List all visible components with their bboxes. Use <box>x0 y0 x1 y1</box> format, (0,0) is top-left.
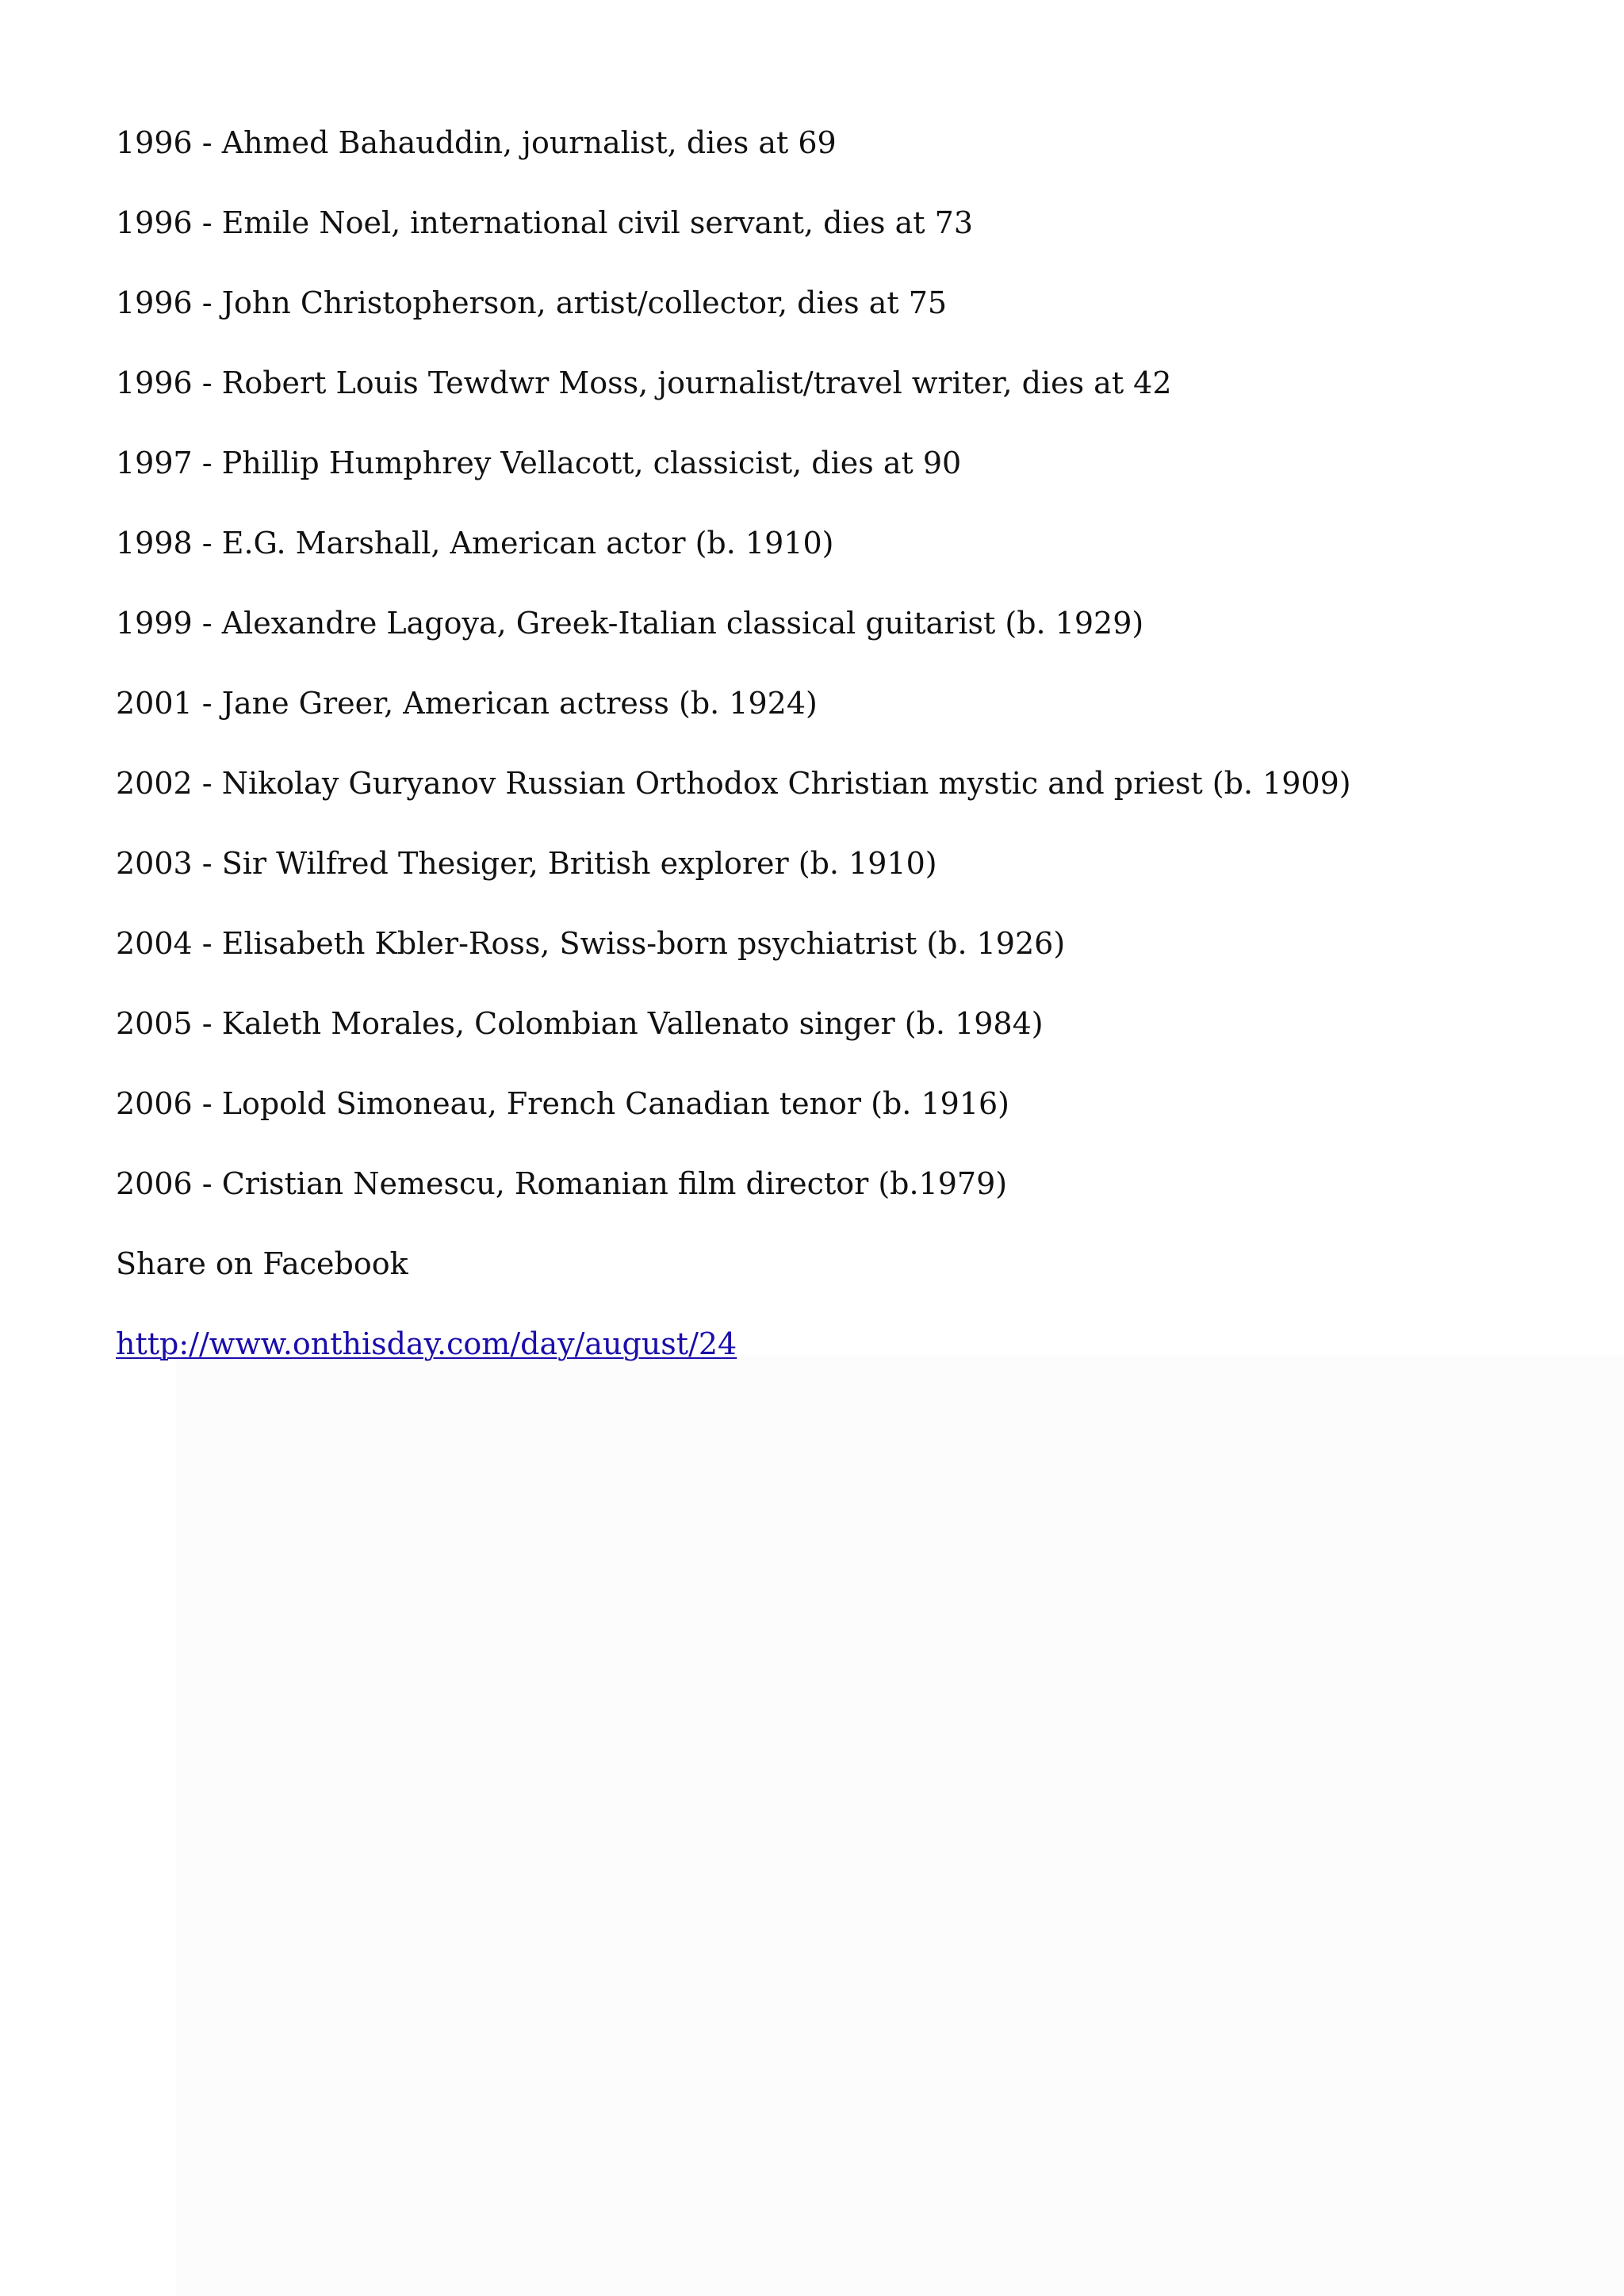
document-content <box>116 124 1543 1363</box>
death-entry: 1996 - John Christopherson, artist/collector, dies at 75 <box>116 285 948 320</box>
death-entry: 1999 - Alexandre Lagoya, Greek-Italian classical guitarist (b. 1929) <box>116 606 1144 641</box>
death-entry: 1997 - Phillip Humphrey Vellacott, classicist, dies at 90 <box>116 446 962 480</box>
death-entry: 2002 - Nikolay Guryanov Russian Orthodox Christian mystic and priest (b. 1909) <box>116 766 1351 801</box>
death-entry: 2005 - Kaleth Morales, Colombian Vallenato singer (b. 1984) <box>116 1006 1044 1041</box>
page-shade <box>176 1356 1624 2296</box>
source-link[interactable]: http://www.onthisday.com/day/august/24 <box>116 1326 737 1361</box>
death-entry: 2004 - Elisabeth Kbler-Ross, Swiss-born psychiatrist (b. 1926) <box>116 926 1066 961</box>
death-entry: 1996 - Ahmed Bahauddin, journalist, dies at 69 <box>116 125 837 160</box>
death-entry: 1996 - Robert Louis Tewdwr Moss, journalist/travel writer, dies at 42 <box>116 365 1172 400</box>
death-entry: 1998 - E.G. Marshall, American actor (b. 1910) <box>116 526 834 561</box>
death-entry: 1996 - Emile Noel, international civil servant, dies at 73 <box>116 205 973 240</box>
death-entry: 2006 - Lopold Simoneau, French Canadian tenor (b. 1916) <box>116 1086 1009 1121</box>
share-on-facebook-text: Share on Facebook <box>116 1246 408 1281</box>
death-entry: 2003 - Sir Wilfred Thesiger, British explorer (b. 1910) <box>116 846 937 881</box>
death-entry: 2001 - Jane Greer, American actress (b. 1924) <box>116 686 818 721</box>
death-entry: 2006 - Cristian Nemescu, Romanian film director (b.1979) <box>116 1166 1008 1201</box>
